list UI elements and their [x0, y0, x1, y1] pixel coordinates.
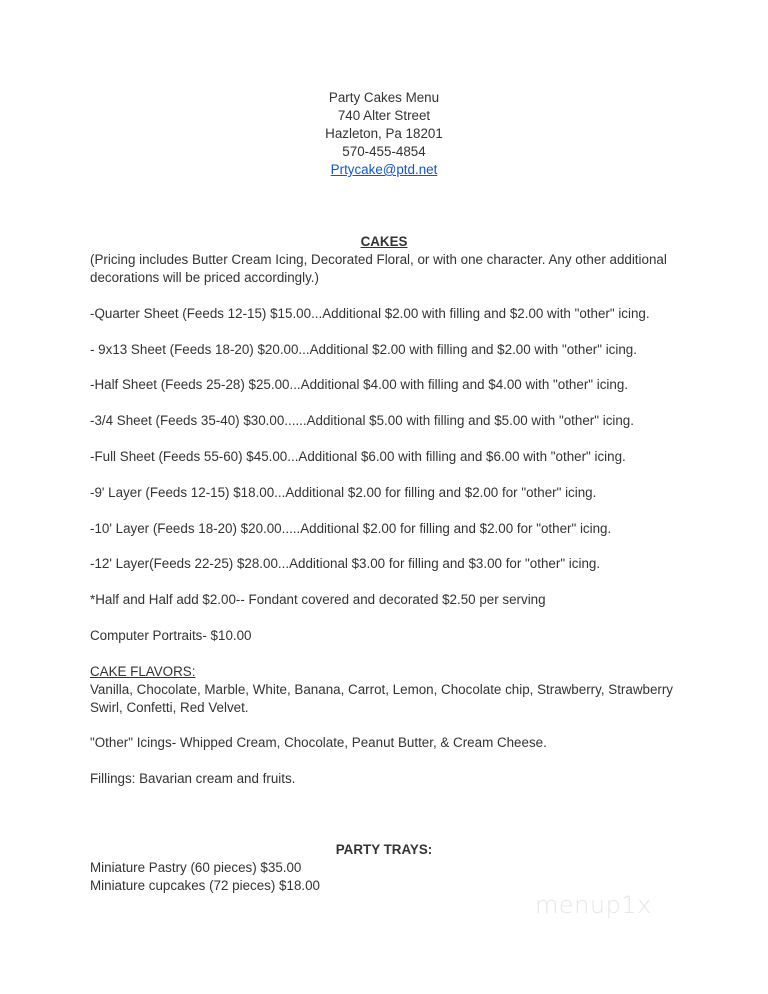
cakes-title: CAKES [360, 234, 408, 249]
phone-number: 570-455-4854 [342, 144, 426, 159]
fillings: Fillings: Bavarian cream and fruits. [90, 771, 296, 786]
city-address: Hazleton, Pa 18201 [325, 126, 443, 141]
street-address: 740 Alter Street [337, 108, 431, 123]
cake-item-half-sheet: -Half Sheet (Feeds 25-28) $25.00...Additional $4.00 with filling and $4.00 with "other" icing. [90, 377, 629, 392]
tray-item-mini-cupcakes: Miniature cupcakes (72 pieces) $18.00 [90, 878, 321, 893]
cake-item-three-quarter-sheet: -3/4 Sheet (Feeds 35-40) $30.00......Additional $5.00 with filling and $5.00 with "other" icing. [90, 413, 634, 428]
cake-item-quarter-sheet: -Quarter Sheet (Feeds 12-15) $15.00...Additional $2.00 with filling and $2.00 with "other" icing. [90, 306, 650, 321]
computer-portraits: Computer Portraits- $10.00 [90, 628, 252, 643]
party-trays-heading: PARTY TRAYS: [335, 842, 433, 857]
menu-title: Party Cakes Menu [328, 90, 440, 105]
other-icings: "Other" Icings- Whipped Cream, Chocolate, Peanut Butter, & Cream Cheese. [90, 735, 547, 750]
half-and-half-note: *Half and Half add $2.00-- Fondant covered and decorated $2.50 per serving [90, 592, 546, 607]
tray-item-mini-pastry: Miniature Pastry (60 pieces) $35.00 [90, 860, 302, 875]
cake-item-10-layer: -10' Layer (Feeds 18-20) $20.00.....Additional $2.00 for filling and $2.00 for "other" icing. [90, 521, 612, 536]
cakes-heading [0, 233, 768, 251]
cakes-pricing-note: (Pricing includes Butter Cream Icing, Decorated Floral, or with one character. Any other additional decorations will be priced accordingly.) [90, 252, 667, 285]
cake-item-full-sheet: -Full Sheet (Feeds 55-60) $45.00...Additional $6.00 with filling and $6.00 with "other" icing. [90, 449, 626, 464]
menupix-watermark: menup1x [535, 891, 652, 919]
cake-item-9x13-sheet: - 9x13 Sheet (Feeds 18-20) $20.00...Additional $2.00 with filling and $2.00 with "other" icing. [90, 342, 637, 357]
cake-item-9-layer: -9' Layer (Feeds 12-15) $18.00...Additional $2.00 for filling and $2.00 for "other" icing. [90, 485, 597, 500]
menu-header [0, 89, 768, 179]
email-link[interactable]: Prtycake@ptd.net [330, 162, 438, 177]
cake-flavors-list: Vanilla, Chocolate, Marble, White, Banana, Carrot, Lemon, Chocolate chip, Strawberry, Strawberry Swirl, Confetti, Red Velvet. [90, 682, 674, 715]
cake-flavors-title: CAKE FLAVORS: [90, 664, 196, 679]
cake-item-12-layer: -12' Layer(Feeds 22-25) $28.00...Additional $3.00 for filling and $3.00 for "other" icing. [90, 556, 601, 571]
